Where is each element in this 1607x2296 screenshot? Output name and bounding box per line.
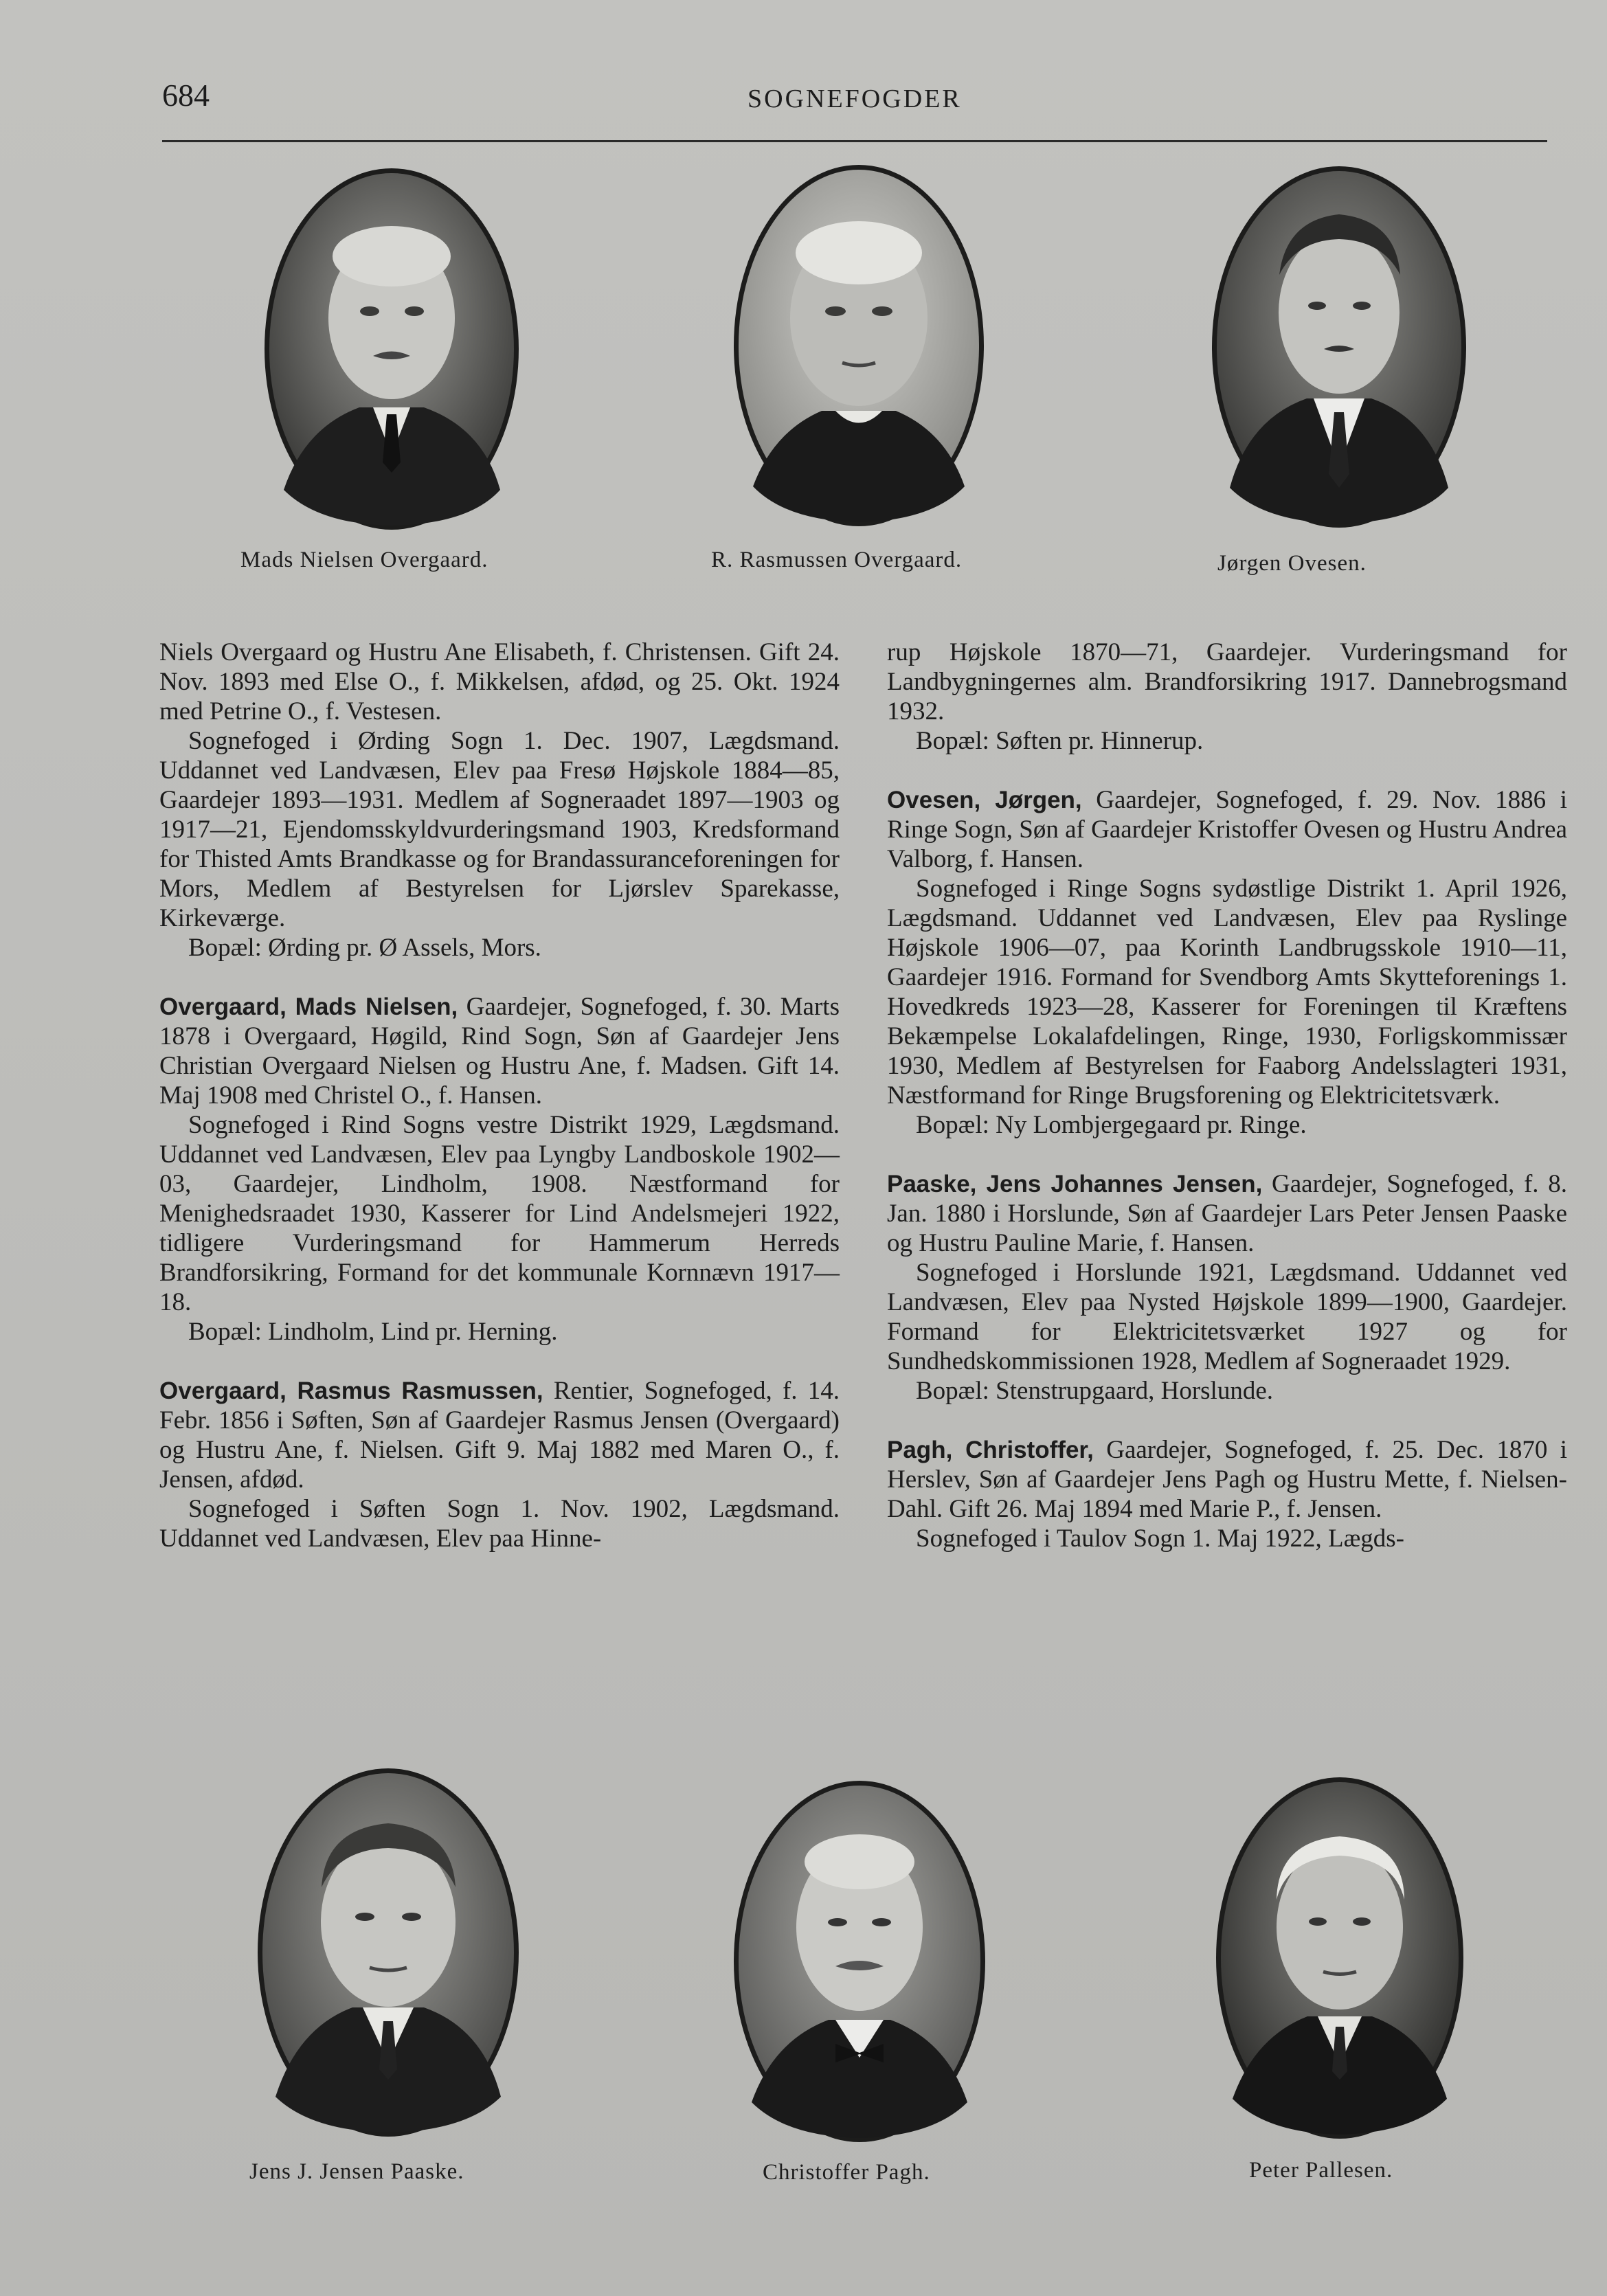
portrait-photo-3: [1211, 165, 1468, 529]
entry-bio: Gaardejer, Sognefoged, f. 30. Marts 1878 i Overgaard, Høgild, Rind Sogn, Søn af Gaardejer Jens Christian Overgaard Nielsen og Hustru Ane, f. Madsen. Gift 14. Maj 1908 med Christel O., f. Hansen.: [159, 993, 840, 1110]
continued-entry-text: Niels Overgaard og Hustru Ane Elisabeth, f. Christensen. Gift 24. Nov. 1893 med Else O., f. Mikkelsen, afdød, og 25. Okt. 1924 med Petrine O., f. Vestesen.: [159, 638, 840, 725]
portrait-photo-2: [732, 164, 985, 528]
entry-offices: Sognefoged i Søften Sogn 1. Nov. 1902, Lægdsmand. Uddannet ved Landvæsen, Elev paa Hinne-: [159, 1495, 840, 1553]
entry-bio: Gaardejer, Sognefoged, f. 29. Nov. 1886 i Ringe Sogn, Søn af Gaardejer Kristoffer Ovesen og Hustru Andrea Valborg, f. Hansen.: [887, 786, 1568, 873]
entry-name: Paaske, Jens Johannes Jensen,: [887, 1171, 1263, 1197]
entry-offices: Sognefoged i Taulov Sogn 1. Maj 1922, Lægds-: [916, 1524, 1405, 1553]
portrait-photo-1: [263, 167, 521, 531]
continued-entry-text: rup Højskole 1870—71, Gaardejer. Vurderingsmand for Landbygningernes alm. Brandforsikring 1917. Dannebrogsmand 1932.: [887, 638, 1567, 725]
right-text-column: [887, 638, 1567, 1553]
page-header: [162, 77, 1550, 146]
entry-name: Pagh, Christoffer,: [887, 1437, 1094, 1463]
portrait-caption-4: Jens J. Jensen Paaske.: [249, 2159, 464, 2184]
entry-residence: Bopæl: Stenstrupgaard, Horslunde.: [916, 1377, 1274, 1405]
page-number: 684: [162, 78, 210, 113]
entry-offices: Sognefoged i Rind Sogns vestre Distrikt 1929, Lægdsmand. Uddannet ved Landvæsen, Elev paa Lyngby Landboskole 1902—03, Gaardejer, Lindholm, 1908. Næstformand for Menighedsraadet 1930, Kasserer for Lind Andelsmejeri 1922, tidligere Vurderingsmand for Hammerum Herreds Brandforsikring, Formand for det kommunale Kornnævn 1917—18.: [159, 1111, 840, 1316]
entry-overgaard-mads: [159, 992, 840, 1110]
entry-overgaard-rasmus: [159, 1376, 840, 1494]
entry-bio: Gaardejer, Sognefoged, f. 25. Dec. 1870 i Herslev, Søn af Gaardejer Jens Pagh og Hustru Mette, f. Nielsen-Dahl. Gift 26. Maj 1894 med Marie P., f. Jensen.: [887, 1436, 1567, 1523]
continued-entry-offices: Sognefoged i Ørding Sogn 1. Dec. 1907, Lægdsmand. Uddannet ved Landvæsen, Elev paa Fresø Højskole 1884—85, Gaardejer 1893—1931. Medlem af Sogneraadet 1897—1903 og 1917—21, Ejendomsskyldvurderingsmand 1903, Kredsformand for Thisted Amts Brandkasse og for Brandassuranceforeningen for Mors, Medlem af Bestyrelsen for Ljørslev Sparekasse, Kirkeværge.: [159, 727, 840, 932]
entry-bio: Gaardejer, Sognefoged, f. 8. Jan. 1880 i Horslunde, Søn af Gaardejer Lars Peter Jensen Paaske og Hustru Pauline Marie, f. Hansen.: [887, 1170, 1567, 1257]
portrait-caption-3: Jørgen Ovesen.: [1217, 551, 1367, 576]
entry-bio: Rentier, Sognefoged, f. 14. Febr. 1856 i Søften, Søn af Gaardejer Rasmus Jensen (Overgaard) og Hustru Ane, f. Nielsen. Gift 9. Maj 1882 med Maren O., f. Jensen, afdød.: [159, 1377, 840, 1494]
portrait-caption-2: R. Rasmussen Overgaard.: [711, 548, 963, 572]
portrait-photo-5: [732, 1779, 987, 2143]
portrait-caption-6: Peter Pallesen.: [1249, 2158, 1393, 2183]
entry-name: Ovesen, Jørgen,: [887, 787, 1082, 813]
entry-offices: Sognefoged i Horslunde 1921, Lægdsmand. Uddannet ved Landvæsen, Elev paa Nysted Højskole 1899—1900, Gaardejer. Formand for Elektricitetsværket 1927 og for Sundhedskommissionen 1928, Medlem af Sogneraadet 1929.: [887, 1259, 1567, 1375]
portrait-caption-1: Mads Nielsen Overgaard.: [240, 548, 488, 572]
header-rule: [162, 140, 1547, 142]
portrait-photo-4: [256, 1767, 521, 2138]
entry-name: Overgaard, Rasmus Rasmussen,: [159, 1377, 543, 1404]
entry-residence: Bopæl: Ny Lombjergegaard pr. Ringe.: [916, 1111, 1307, 1139]
continued-entry-residence: Bopæl: Ørding pr. Ø Assels, Mors.: [188, 934, 541, 962]
entry-residence: Bopæl: Lindholm, Lind pr. Herning.: [188, 1318, 558, 1346]
entry-paaske: [887, 1169, 1567, 1258]
entry-pagh: [887, 1435, 1567, 1524]
entry-offices: Sognefoged i Ringe Sogns sydøstlige Distrikt 1. April 1926, Lægdsmand. Uddannet ved Landvæsen, Elev paa Ryslinge Højskole 1906—07, paa Korinth Landbrugsskole 1910—11, Gaardejer 1916. Formand for Svendborg Amts Skytteforenings 1. Hovedkreds 1923—28, Kasserer for Foreningen til Kræftens Bekæmpelse Lokalafdelingen, Ringe, 1930, Forligskommissær 1930, Medlem af Bestyrelsen for Faaborg Andelsslagteri 1931, Næstformand for Ringe Brugsforening og Elektricitetsværk.: [887, 875, 1567, 1110]
entry-name: Overgaard, Mads Nielsen,: [159, 993, 458, 1020]
left-text-column: [159, 638, 840, 1553]
running-head: SOGNEFOGDER: [748, 85, 962, 113]
portrait-caption-5: Christoffer Pagh.: [763, 2160, 930, 2185]
continued-entry-residence: Bopæl: Søften pr. Hinnerup.: [916, 727, 1204, 755]
portrait-photo-6: [1215, 1776, 1465, 2140]
entry-ovesen: [887, 785, 1567, 874]
